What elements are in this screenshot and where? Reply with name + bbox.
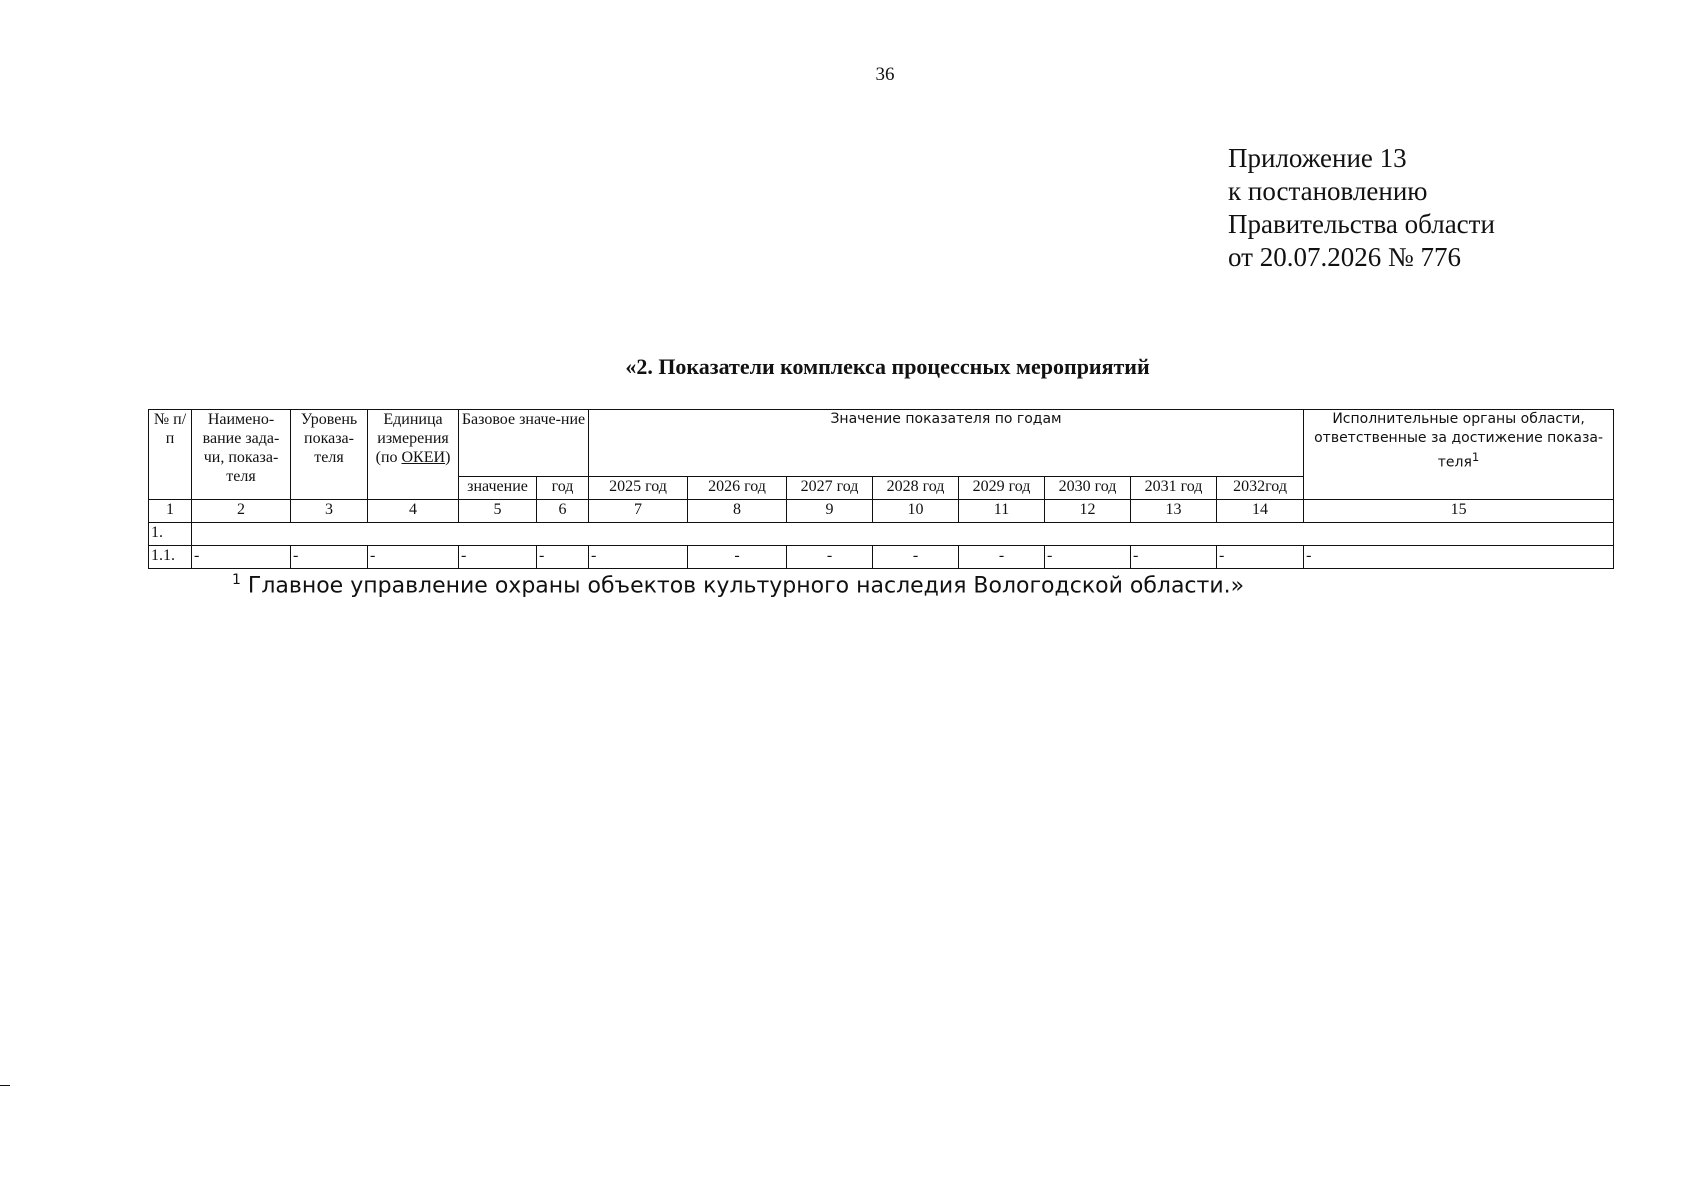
row-1-1-cell-5: - <box>459 546 537 569</box>
header-base-year: год <box>537 477 589 500</box>
header-responsible-sup: 1 <box>1471 450 1480 464</box>
row-1-1-num: 1.1. <box>149 546 192 569</box>
row-1-1-cell-7: - <box>589 546 688 569</box>
table-row <box>149 523 1614 546</box>
section-title: «2. Показатели комплекса процессных мероприятий <box>625 354 1150 379</box>
appendix-line-1: Приложение 13 <box>1228 143 1407 173</box>
margin-mark <box>0 1085 10 1086</box>
colnum-2: 2 <box>192 500 291 523</box>
colnum-13: 13 <box>1131 500 1217 523</box>
header-base-value: значение <box>459 477 537 500</box>
colnum-6: 6 <box>537 500 589 523</box>
colnum-8: 8 <box>688 500 787 523</box>
row-1-1-cell-2: - <box>192 546 291 569</box>
footnote <box>232 572 1244 598</box>
colnum-3: 3 <box>291 500 368 523</box>
colnum-15: 15 <box>1304 500 1614 523</box>
appendix-line-4: от 20.07.2026 № 776 <box>1228 242 1461 272</box>
header-name: Наимено-вание зада-чи, показа-теля <box>192 410 291 500</box>
row-1-1-cell-9: - <box>787 546 873 569</box>
appendix-block <box>1228 142 1495 274</box>
header-unit <box>368 410 459 500</box>
colnum-9: 9 <box>787 500 873 523</box>
header-year-2029: 2029 год <box>959 477 1045 500</box>
colnum-14: 14 <box>1217 500 1304 523</box>
colnum-12: 12 <box>1045 500 1131 523</box>
header-unit-okei: ОКЕИ <box>401 449 446 466</box>
row-1-1-cell-4: - <box>368 546 459 569</box>
header-unit-okei-suffix: ) <box>445 449 451 466</box>
header-year-2026: 2026 год <box>688 477 787 500</box>
header-year-2032: 2032год <box>1217 477 1304 500</box>
column-numbers-row <box>149 500 1614 523</box>
header-responsible <box>1304 410 1614 500</box>
row-1-1-cell-15: - <box>1304 546 1614 569</box>
row-1-task <box>192 523 1614 546</box>
header-year-2030: 2030 год <box>1045 477 1131 500</box>
appendix-line-3: Правительства области <box>1228 209 1495 239</box>
row-1-1-cell-12: - <box>1045 546 1131 569</box>
header-base: Базовое значе-ние <box>459 410 589 477</box>
row-1-1-cell-8: - <box>688 546 787 569</box>
footnote-marker: 1 <box>232 572 241 588</box>
footnote-text: Главное управление охраны объектов культурного наследия Вологодской области.» <box>240 573 1245 599</box>
row-1-1-cell-6: - <box>537 546 589 569</box>
header-year-2031: 2031 год <box>1131 477 1217 500</box>
table-row <box>149 546 1614 569</box>
colnum-11: 11 <box>959 500 1045 523</box>
page-number: 36 <box>875 64 895 85</box>
colnum-7: 7 <box>589 500 688 523</box>
colnum-10: 10 <box>873 500 959 523</box>
row-1-1-cell-13: - <box>1131 546 1217 569</box>
header-years-group: Значение показателя по годам <box>589 410 1304 477</box>
header-year-2028: 2028 год <box>873 477 959 500</box>
row-1-1-cell-3: - <box>291 546 368 569</box>
row-1-1-cell-14: - <box>1217 546 1304 569</box>
header-num: № п/п <box>149 410 192 500</box>
row-1-num: 1. <box>149 523 192 546</box>
header-unit-okei-prefix: (по <box>375 449 402 466</box>
row-1-1-cell-11: - <box>959 546 1045 569</box>
header-year-2027: 2027 год <box>787 477 873 500</box>
colnum-4: 4 <box>368 500 459 523</box>
indicators-table <box>148 409 1614 569</box>
header-unit-text: Единица измерения <box>377 411 449 447</box>
header-year-2025: 2025 год <box>589 477 688 500</box>
colnum-5: 5 <box>459 500 537 523</box>
row-1-1-cell-10: - <box>873 546 959 569</box>
appendix-line-2: к постановлению <box>1228 176 1428 206</box>
colnum-1: 1 <box>149 500 192 523</box>
header-responsible-text: Исполнительные органы области, ответственные за достижение показа-теля <box>1314 411 1604 471</box>
header-level: Уровень показа-теля <box>291 410 368 500</box>
